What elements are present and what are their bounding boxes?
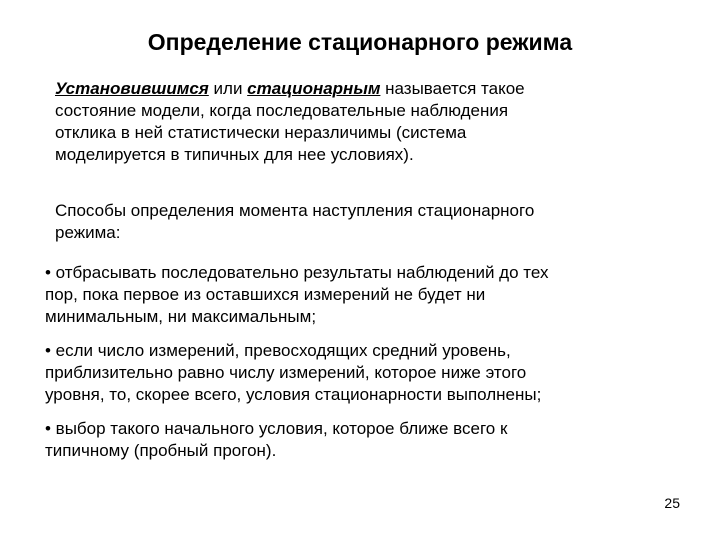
slide-number: 25 <box>664 495 680 511</box>
bullet-item <box>45 340 685 406</box>
definition-line-1-rest: называется такое <box>380 79 525 98</box>
methods-bullet-list <box>45 262 685 462</box>
definition-line-3: отклика в ней статистически неразличимы (система <box>55 123 467 142</box>
definition-connector: или <box>208 79 248 98</box>
bullet-line: уровня, то, скорее всего, условия стационарности выполнены; <box>45 385 542 404</box>
bullet-item <box>45 262 685 328</box>
bullet-line: • выбор такого начального условия, которое ближе всего к <box>45 419 508 438</box>
methods-intro <box>55 200 675 244</box>
term-steady: Установившимся <box>55 79 209 98</box>
bullet-item <box>45 418 685 462</box>
definition-line-1 <box>55 78 675 100</box>
term-stationary: стационарным <box>247 79 381 98</box>
bullet-line: • отбрасывать последовательно результаты наблюдений до тех <box>45 263 549 282</box>
definition-paragraph <box>55 78 675 166</box>
methods-intro-line-2: режима: <box>55 223 121 242</box>
methods-intro-line-1: Способы определения момента наступления стационарного <box>55 201 535 220</box>
bullet-line: • если число измерений, превосходящих средний уровень, <box>45 341 511 360</box>
bullet-line: приблизительно равно числу измерений, которое ниже этого <box>45 363 527 382</box>
definition-line-4: моделируется в типичных для нее условиях). <box>55 145 414 164</box>
bullet-line: типичному (пробный прогон). <box>45 441 277 460</box>
bullet-line: пор, пока первое из оставшихся измерений не будет ни <box>45 285 486 304</box>
bullet-line: минимальным, ни максимальным; <box>45 307 317 326</box>
slide-title: Определение стационарного режима <box>147 29 573 55</box>
definition-line-2: состояние модели, когда последовательные наблюдения <box>55 101 509 120</box>
